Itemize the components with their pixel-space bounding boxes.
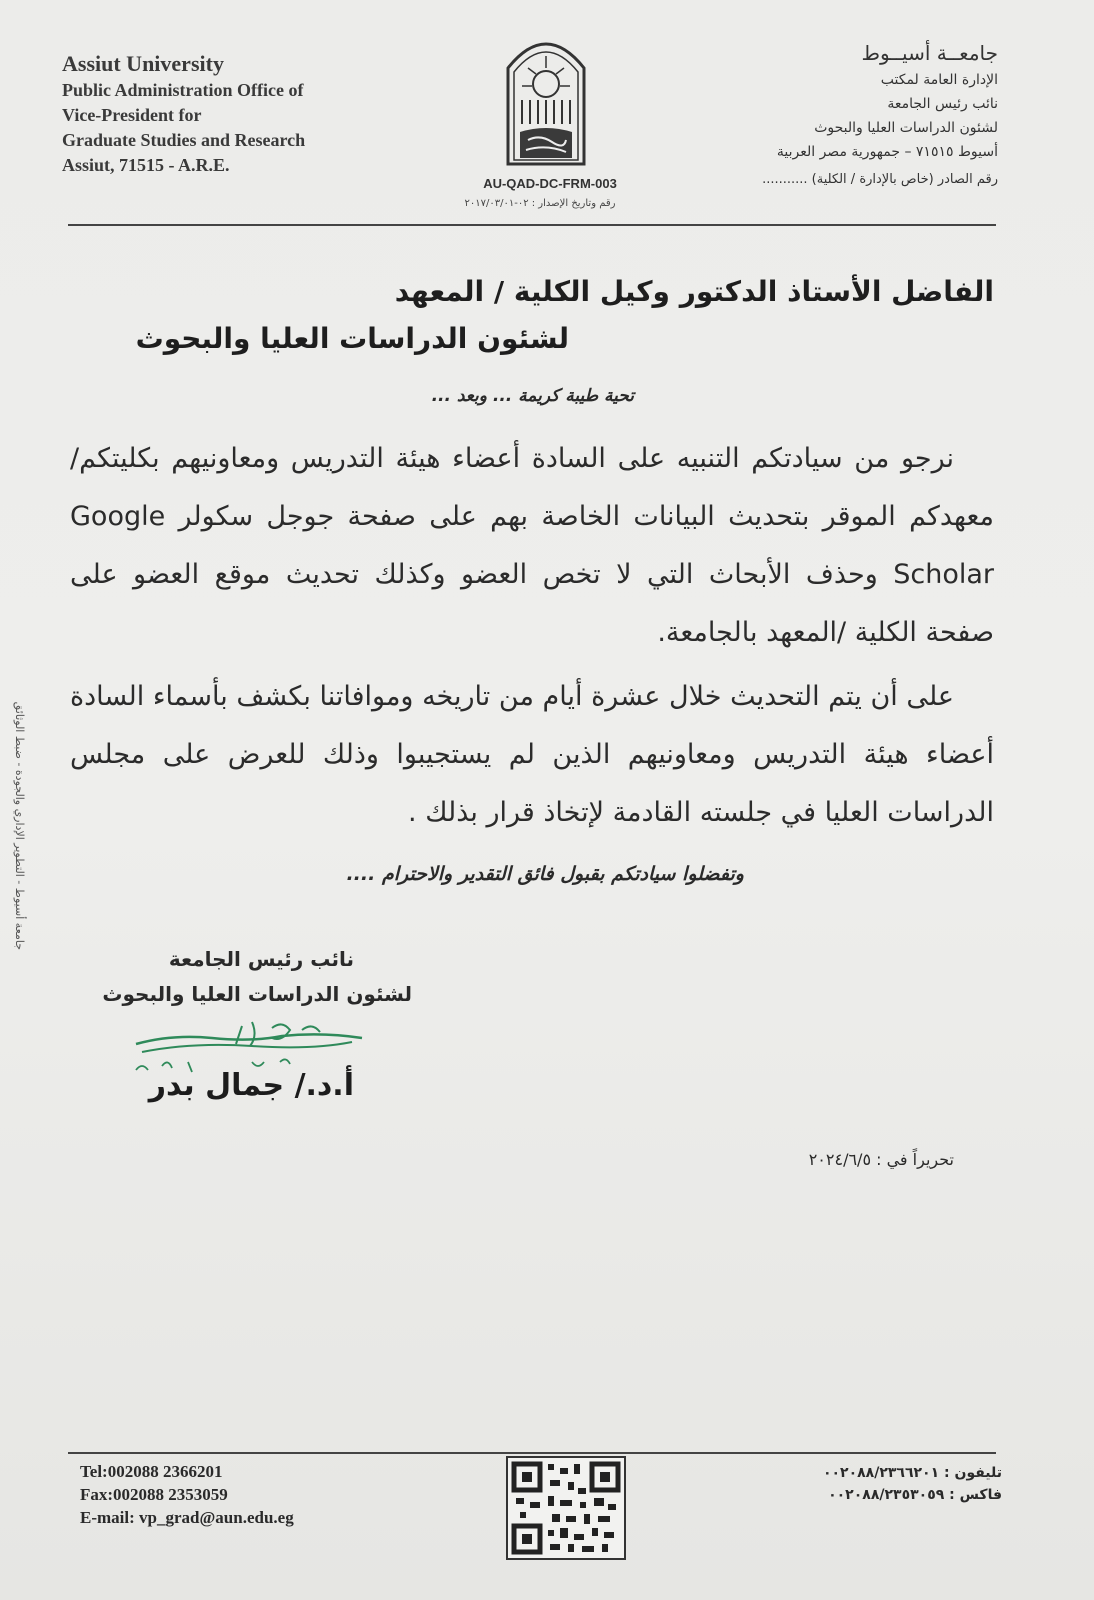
- greeting: تحية طيبة كريمة ... وبعد ...: [431, 386, 634, 406]
- issue-date: رقم وتاريخ الإصدار : ٠٢-٢٠١٧/٠٣/٠١: [464, 198, 616, 209]
- assiut-university-logo: [500, 28, 592, 168]
- footer-tel-en: Tel:002088 2366201: [80, 1462, 223, 1481]
- side-document-control-text: جامعة أسيوط - التطوير الإداري والجودة - ضبط الوثائق: [13, 701, 26, 950]
- address-ar: أسيوط ٧١٥١٥ – جمهورية مصر العربية: [776, 144, 998, 160]
- letter-body: [70, 430, 994, 848]
- date-written: تحريراً في : ٢٠٢٤/٦/٥: [808, 1150, 954, 1169]
- department-ar: لشئون الدراسات العليا والبحوث: [814, 120, 998, 136]
- university-name-en: Assiut University: [62, 51, 224, 76]
- department-en: Graduate Studies and Research: [62, 130, 306, 150]
- signatory-title-1: نائب رئيس الجامعة: [168, 947, 354, 971]
- footer-tel-ar: تليفون : ٠٠٢٠٨٨/٢٣٦٦٢٠١: [822, 1465, 1002, 1481]
- office-name-ar: الإدارة العامة لمكتب: [880, 72, 998, 88]
- arabic-letterhead: [658, 38, 998, 192]
- header-divider: [68, 224, 996, 226]
- qr-code: [506, 1456, 626, 1560]
- footer-email-en: E-mail: vp_grad@aun.edu.eg: [80, 1508, 294, 1527]
- office-name-en: Public Administration Office of: [62, 80, 304, 100]
- signatory-title-2: لشئون الدراسات العليا والبحوث: [102, 982, 412, 1006]
- addressee-line-2: لشئون الدراسات العليا والبحوث: [135, 322, 569, 355]
- body-paragraph-2: على أن يتم التحديث خلال عشرة أيام من تاريخه وموافاتنا بكشف بأسماء السادة أعضاء هيئة التدريس ومعاونيهم الذين لم يستجيبوا وذلك للعرض على مجلس الدراسات العليا في جلسته القادمة لإتخاذ قرار بذلك .: [70, 681, 994, 828]
- footer-divider: [68, 1452, 996, 1454]
- signatory-name: أ.د./ جمال بدر: [148, 1068, 354, 1103]
- outgoing-number: رقم الصادر (خاص بالإدارة / الكلية) ...........: [762, 172, 998, 187]
- english-letterhead: [62, 50, 382, 178]
- footer-contact-en: [80, 1460, 294, 1529]
- form-code: AU-QAD-DC-FRM-003: [483, 176, 617, 191]
- vice-president-en: Vice-President for: [62, 105, 202, 125]
- address-en: Assiut, 71515 - A.R.E.: [62, 155, 230, 175]
- vice-president-ar: نائب رئيس الجامعة: [887, 96, 998, 112]
- university-name-ar: جامعــة أسيــوط: [861, 41, 998, 65]
- closing-line: وتفضلوا سيادتكم بقبول فائق التقدير والاحترام ....: [346, 863, 744, 885]
- footer-contact-ar: [823, 1462, 1002, 1506]
- body-paragraph-1: نرجو من سيادتكم التنبيه على السادة أعضاء هيئة التدريس ومعاونيهم بكليتكم/معهدكم الموقر بتحديث البيانات الخاصة بهم على صفحة جوجل سكولر Google Scholar وحذف الأبحاث التي لا تخص العضو وكذلك تحديث موقع العضو على صفحة الكلية /المعهد بالجامعة.: [70, 443, 994, 648]
- footer-fax-ar: فاكس : ٠٠٢٠٨٨/٢٣٥٣٠٥٩: [828, 1487, 1002, 1503]
- addressee-line-1: الفاضل الأستاذ الدكتور وكيل الكلية / المعهد: [394, 275, 994, 308]
- footer-fax-en: Fax:002088 2353059: [80, 1485, 228, 1504]
